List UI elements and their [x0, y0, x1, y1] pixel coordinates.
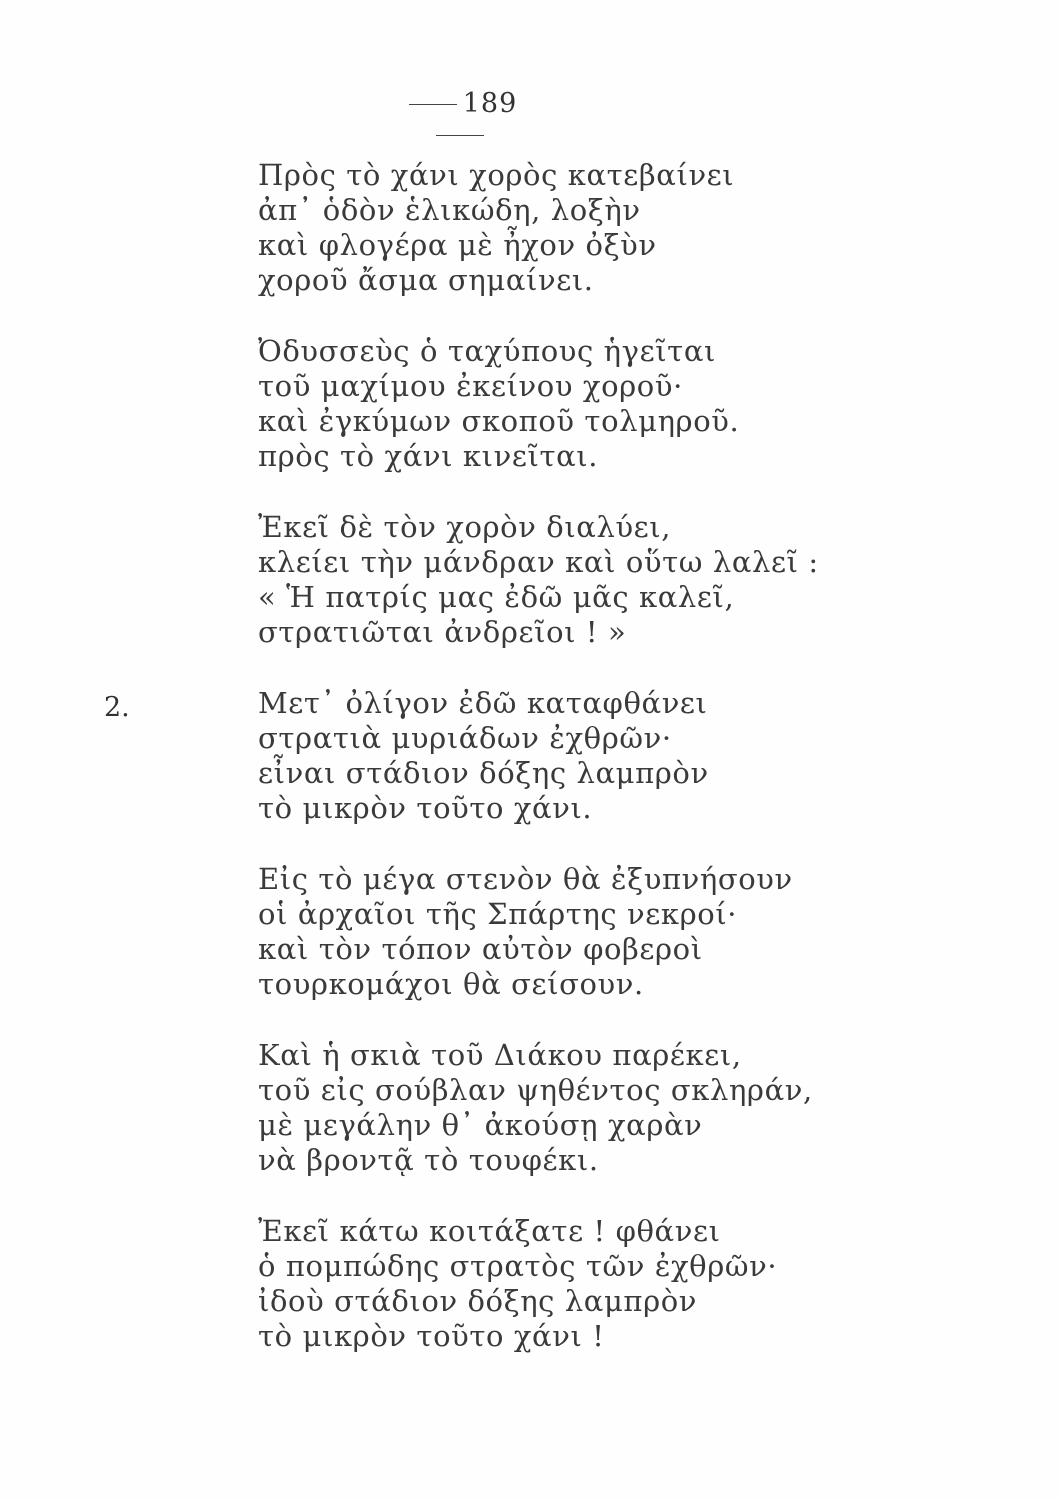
stanza-marker: 2. — [104, 692, 130, 723]
stanza-1 — [258, 158, 798, 298]
page-number-header — [380, 88, 540, 150]
poem-line: χοροῦ ἄσμα σημαίνει. — [258, 263, 594, 297]
poem-line: τὸ μικρὸν τοῦτο χάνι ! — [258, 1319, 605, 1353]
stanza-4 — [258, 686, 798, 826]
poem-line: νὰ βροντᾷ τὸ τουφέκι. — [258, 1143, 599, 1177]
poem-line: « Ἡ πατρίς μας ἐδῶ μᾶς καλεῖ, — [258, 580, 735, 614]
poem-line: στρατιῶται ἀνδρεῖοι ! » — [258, 615, 627, 649]
poem-line: καὶ ἐγκύμων σκοποῦ τολμηροῦ. — [258, 404, 740, 438]
poem-line: τὸ μικρὸν τοῦτο χάνι. — [258, 791, 593, 825]
right-dash — [436, 135, 484, 136]
poem-line: καὶ τὸν τόπον αὐτὸν φοβεροὶ — [258, 932, 703, 966]
poem-line: Καὶ ἡ σκιὰ τοῦ Διάκου παρέκει, — [258, 1038, 742, 1072]
poem-line: εἶναι στάδιον δόξης λαμπρὸν — [258, 756, 709, 790]
poem-line: ὁ πομπώδης στρατὸς τῶν ἐχθρῶν· — [258, 1249, 778, 1283]
poem-line: Ἐκεῖ κάτω κοιτάξατε ! φθάνει — [258, 1214, 721, 1248]
left-dash — [409, 104, 457, 105]
poem-line: στρατιὰ μυριάδων ἐχθρῶν· — [258, 721, 672, 755]
poem-line: τοῦ εἰς σούβλαν ψηθέντος σκληράν, — [258, 1073, 813, 1107]
poem-line: Ὀδυσσεὺς ὁ ταχύπους ἡγεῖται — [258, 334, 716, 368]
poem-line: οἱ ἀρχαῖοι τῆς Σπάρτης νεκροί· — [258, 897, 738, 931]
poem-line: κλείει τὴν μάνδραν καὶ οὕτω λαλεῖ : — [258, 545, 819, 579]
poem-line: Πρὸς τὸ χάνι χορὸς κατεβαίνει — [258, 158, 735, 192]
poem-line: Μετ᾽ ὀλίγον ἐδῶ καταφθάνει — [258, 686, 708, 720]
stanza-3 — [258, 510, 819, 650]
poem-line: μὲ μεγάλην θ᾽ ἀκούσῃ χαρὰν — [258, 1108, 703, 1142]
poem — [258, 158, 819, 1390]
stanza-6 — [258, 1038, 813, 1178]
page-number: 189 — [462, 88, 518, 119]
poem-line: ἀπ᾽ ὁδὸν ἑλικώδη, λοξὴν — [258, 193, 641, 227]
poem-line: καὶ φλογέρα μὲ ἦχον ὀξὺν — [258, 228, 657, 262]
stanza-7 — [258, 1214, 798, 1354]
poem-line: πρὸς τὸ χάνι κινεῖται. — [258, 439, 599, 473]
poem-line: Ἐκεῖ δὲ τὸν χορὸν διαλύει, — [258, 510, 672, 544]
stanza-2 — [258, 334, 798, 474]
stanza-5 — [258, 862, 798, 1002]
poem-line: τοῦ μαχίμου ἐκείνου χοροῦ· — [258, 369, 683, 403]
poem-line: τουρκομάχοι θὰ σείσουν. — [258, 967, 644, 1001]
poem-line: Εἰς τὸ μέγα στενὸν θὰ ἐξυπνήσουν — [258, 862, 793, 896]
poem-line: ἰδοὺ στάδιον δόξης λαμπρὸν — [258, 1284, 698, 1318]
